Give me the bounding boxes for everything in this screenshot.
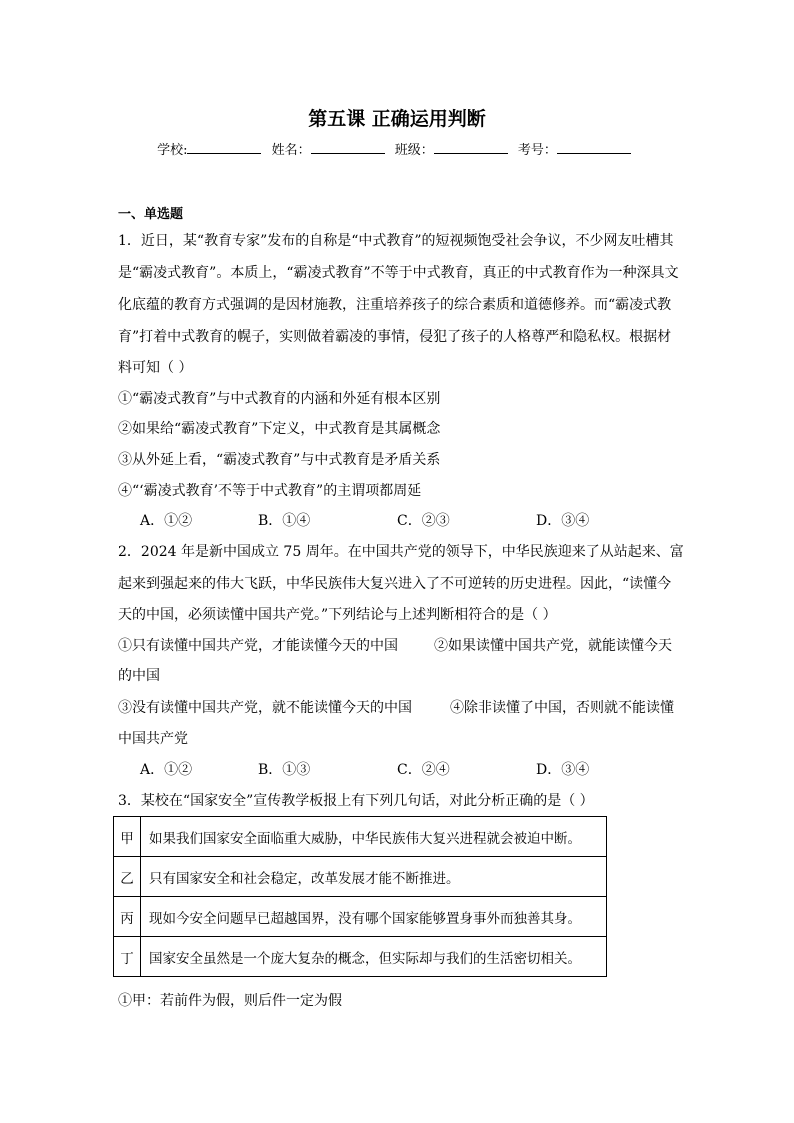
q1-option-d[interactable]: D．③④ [536,513,590,529]
table-row [114,857,607,897]
row-text: 国家安全虽然是一个庞大复杂的概念，但实际却与我们的生活密切相关。 [141,937,607,977]
table-row [114,817,607,857]
q1-stem-line-3: 化底蕴的教育方式强调的是因材施教，注重培养孩子的综合素质和道德修养。而“霸凌式教 [118,297,672,313]
row-text: 现如今安全问题早已超越国界，没有哪个国家能够置身事外而独善其身。 [141,897,607,937]
q1-statement-2: ②如果给“霸凌式教育”下定义，中式教育是其属概念 [118,421,441,437]
q1-option-a[interactable]: A．①② [140,513,193,529]
table-row [114,897,607,937]
q3-statements-table [113,816,607,977]
q3-statement-1: ①甲：若前件为假，则后件一定为假 [118,993,342,1009]
q1-statement-1: ①“霸凌式教育”与中式教育的内涵和外延有根本区别 [118,391,441,407]
name-label: 姓名： [271,143,311,158]
row-key: 乙 [114,857,141,897]
q1-option-b[interactable]: B．①④ [258,513,311,529]
q1-stem-line-5: 料可知（ ） [118,360,193,376]
q1-option-c[interactable]: C．②③ [397,513,450,529]
q1-statement-4: ④“‘霸凌式教育’不等于中式教育”的主谓项都周延 [118,483,422,499]
q2-option-d[interactable]: D．③④ [536,762,590,778]
page-title: 第五课 正确运用判断 [308,108,486,130]
q2-statement-4-cont: 中国共产党 [118,731,188,747]
exam-no-label: 考号： [517,143,557,158]
q2-statement-1: ①只有读懂中国共产党，才能读懂今天的中国 [118,638,398,654]
section-heading: 一、单选题 [118,207,184,222]
class-label: 班级： [394,143,434,158]
q1-stem-line-2: 是“霸凌式教育”。本质上，“霸凌式教育”不等于中式教育，真正的中式教育作为一种深具文 [118,265,679,281]
class-blank [434,141,508,154]
row-key: 丁 [114,937,141,977]
q2-option-b[interactable]: B．①③ [258,762,311,778]
row-key: 丙 [114,897,141,937]
q1-stem-line-4: 育”打着中式教育的幌子，实则做着霸凌的事情，侵犯了孩子的人格尊严和隐私权。根据材 [118,329,672,345]
row-text: 只有国家安全和社会稳定，改革发展才能不断推进。 [141,857,607,897]
table-row [114,937,607,977]
school-blank [187,141,261,154]
q2-stem-line-1: 2．2024 年是新中国成立 75 周年。在中国共产党的领导下，中华民族迎来了从站起来、富 [118,544,684,560]
row-key: 甲 [114,817,141,857]
q2-option-c[interactable]: C．②④ [397,762,450,778]
school-label: 学校: [157,143,188,158]
q1-statement-3: ③从外延上看，“霸凌式教育”与中式教育是矛盾关系 [118,452,441,468]
row-text: 如果我们国家安全面临重大威胁，中华民族伟大复兴进程就会被迫中断。 [141,817,607,857]
q2-stem-line-2: 起来到强起来的伟大飞跃，中华民族伟大复兴进入了不可逆转的历史进程。因此，“读懂今 [118,576,672,592]
q2-statement-2-cont: 的中国 [118,668,160,684]
q2-statement-2: ②如果读懂中国共产党，就能读懂今天 [434,638,672,654]
q2-statement-3: ③没有读懂中国共产党，就不能读懂今天的中国 [118,700,412,716]
exam-no-blank [557,141,631,154]
q2-stem-line-3: 天的中国，必须读懂中国共产党。”下列结论与上述判断相符合的是（ ） [118,607,557,623]
q1-stem-line-1: 1．近日，某“教育专家”发布的自称是“中式教育”的短视频饱受社会争议，不少网友吐槽其 [118,233,674,249]
q2-statement-4: ④除非读懂了中国，否则就不能读懂 [450,700,674,716]
q2-option-a[interactable]: A．①② [140,762,193,778]
q3-stem: 3．某校在“国家安全”宣传教学板报上有下列几句话，对此分析正确的是（ ） [118,793,594,809]
student-info-row [0,139,794,158]
name-blank [311,141,385,154]
